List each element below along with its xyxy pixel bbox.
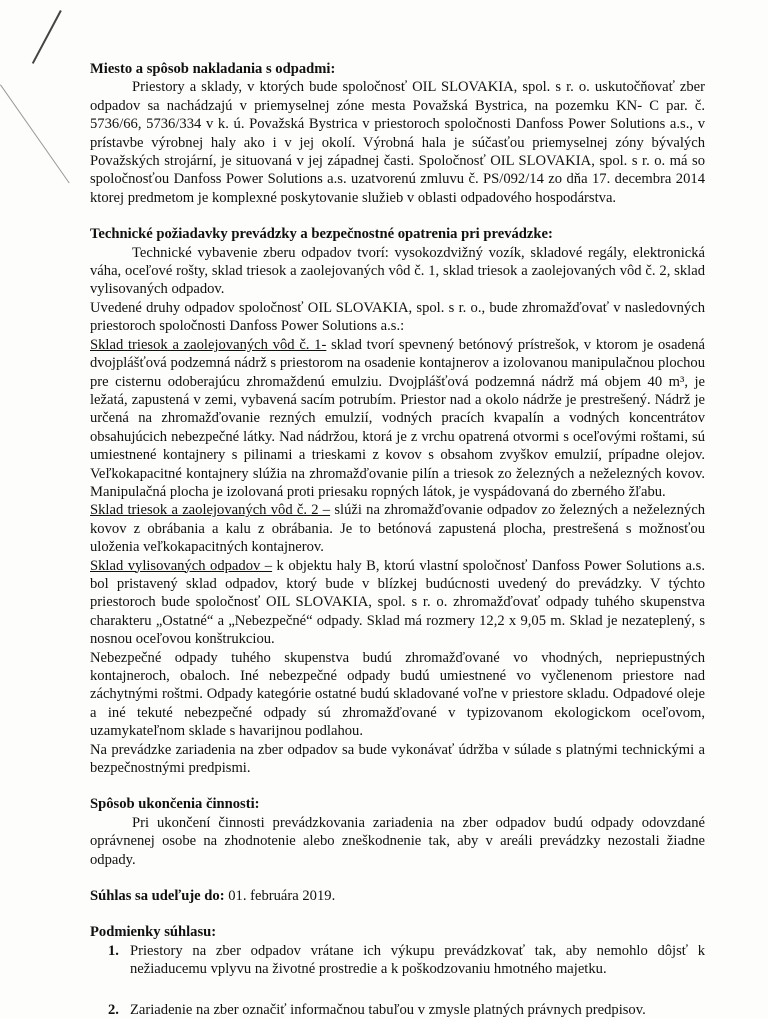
storage-2-text: slúži na zhromažďovanie odpadov zo železných a neželezných kovov z obrábania a kalu z obrábania. Je to betónová zapustená plocha, prestrešená s možnosťou uloženia veľkokapacitných kontajnerov.: [90, 502, 705, 556]
waste-handling-paragraph: Priestory a sklady, v ktorých bude spoločnosť OIL SLOVAKIA, spol. s r. o. uskutočňovať zber odpadov sa nachádzajú v priemyselnej zóne mesta Považská Bystrica, na pozemku KN- C par. č. 5736/66, 5736/334 v k. ú. Považská Bystrica v priestoroch spoločnosti Danfoss Power Solutions a.s., v prístavbe výrobnej haly ako i v jej okolí. Výrobná hala je súčasťou priemyselnej zóny bývalých Považských strojární, je situovaná v jej západnej časti. Spoločnosť OIL SLOVAKIA, spol. s r. o. má so spoločnosťou Danfoss Power Solutions a.s. uzatvorenú zmluvu č. PS/092/14 zo dňa 17. decembra 2014 ktorej predmetom je komplexné poskytovanie služieb v oblasti odpadového hospodárstva.: [90, 79, 705, 206]
section-heading-technical-requirements: Technické požiadavky prevádzky a bezpečnostné opatrenia pri prevádzke:: [90, 226, 553, 243]
document-body: [90, 60, 705, 1019]
storage-1-text: sklad tvorí spevnený betónový prístrešok, v ktorom je osadená dvojplášťová podzemná nádrž s priestorom na osadenie kontajnerov a izolovanou manipulačnou plochou pre cisternu odoberajúcu zhromaždenú emulziu. Dvojplášťová podzemná nádrž má objem 40 m³, je ležatá, zapustená v zemi, vybavená sacím potrubím. Priestor nad a okolo nádrže je prestrešený. Nádrž je určená na zhromažďovanie rezných emulzií, vodných pracích kvapalín a vodných koncentrátov obsahujúcich nebezpečné látky. Nad nádržou, ktorá je z vrchu opatrená otvormi s oceľovými roštami, sú umiestnené kontajnery s pilinami a trieskami z kovov s obsahom zvyškov emulzií, prípadne olejov. Veľkokapacitné kontajnery slúžia na zhromažďovanie pilín a triesok zo železných a neželezných kovov. Manipulačná plocha je izolovaná proti priesaku ropných látok, je vyspádovaná do zberného žľabu.: [90, 336, 706, 500]
condition-number: 2.: [108, 1001, 119, 1018]
waste-types-paragraph: Uvedené druhy odpadov spoločnosť OIL SLOVAKIA, spol. s r. o., bude zhromažďovať v nasledovných priestoroch spoločnosti Danfoss Power Solutions a.s.:: [90, 299, 705, 335]
section-heading-waste-handling: Miesto a spôsob nakladania s odpadmi:: [90, 61, 336, 77]
condition-item: [108, 1001, 705, 1019]
consent-validity-label: Súhlas sa udeľuje do:: [90, 888, 225, 905]
termination-paragraph: Pri ukončení činnosti prevádzkovania zariadenia na zber odpadov budú odpady odovzdané oprávnenej osobe na zhodnotenie alebo zneškodnenie tak, aby v areáli prevádzky nezostali žiadne odpady.: [90, 814, 705, 868]
scan-edge-mark: [0, 84, 70, 183]
storage-3-label: Sklad vylisovaných odpadov –: [90, 557, 273, 574]
hazardous-waste-paragraph: Nebezpečné odpady tuhého skupenstva budú zhromažďované vo vhodných, nepriepustných kontajneroch, obaloch. Iné nebezpečné odpady budú umiestnené vo vyčlenenom priestore nad záchytnými roštmi. Odpady kategórie ostatné budú skladované voľne v priestore skladu. Odpadové oleje a iné tekuté nebezpečné odpady sú zhromažďované v typizovanom ekologickom oceľovom, uzamykateľnom sklade s havarijnou podlahou.: [90, 649, 705, 740]
condition-item: [108, 942, 705, 979]
section-heading-termination: Spôsob ukončenia činnosti:: [90, 796, 260, 813]
condition-text: Zariadenie na zber označiť informačnou tabuľou v zmysle platných právnych predpisov.: [130, 1001, 646, 1018]
technical-equipment-paragraph: Technické vybavenie zberu odpadov tvorí: vysokozdvižný vozík, skladové regály, elektronická váha, oceľové rošty, sklad triesok a zaolejovaných vôd č. 1, sklad triesok a zaolejovaných vôd č. 2, sklad vylisovaných odpadov.: [90, 244, 705, 298]
maintenance-paragraph: Na prevádzke zariadenia na zber odpadov sa bude vykonávať údržba v súlade s platnými technickými a bezpečnostnými predpismi.: [90, 741, 705, 777]
storage-1-paragraph: [90, 336, 705, 502]
storage-2-label: Sklad triesok a zaolejovaných vôd č. 2 –: [90, 502, 331, 519]
condition-text: Priestory na zber odpadov vrátane ich výkupu prevádzkovať tak, aby nemohlo dôjsť k nežiaducemu vplyvu na životné prostredie a k poškodzovaniu hmotného majetku.: [130, 942, 705, 978]
storage-1-label: Sklad triesok a zaolejovaných vôd č. 1-: [90, 336, 327, 353]
condition-number: 1.: [108, 942, 119, 959]
consent-validity-date: 01. februára 2019.: [224, 888, 336, 905]
scan-fold-mark: [32, 10, 62, 64]
storage-3-text: k objektu haly B, ktorú vlastní spoločnosť Danfoss Power Solutions a.s. bol pristavený sklad odpadov, ktorý bude v blízkej budúcnosti uvedený do prevádzky. V týchto priestoroch bude spoločnosť OIL SLOVAKIA, spol. s r. o. zhromažďovať odpady tuhého skupenstva charakteru „Ostatné“ a „Nebezpečné“ odpady. Sklad má rozmery 12,2 x 9,05 m. Sklad je nezateplený, s nosnou oceľovou konštrukciou.: [90, 557, 705, 648]
consent-validity: [90, 887, 705, 905]
storage-2-paragraph: [90, 501, 705, 556]
storage-3-paragraph: [90, 557, 705, 649]
section-heading-conditions: Podmienky súhlasu:: [90, 924, 217, 941]
